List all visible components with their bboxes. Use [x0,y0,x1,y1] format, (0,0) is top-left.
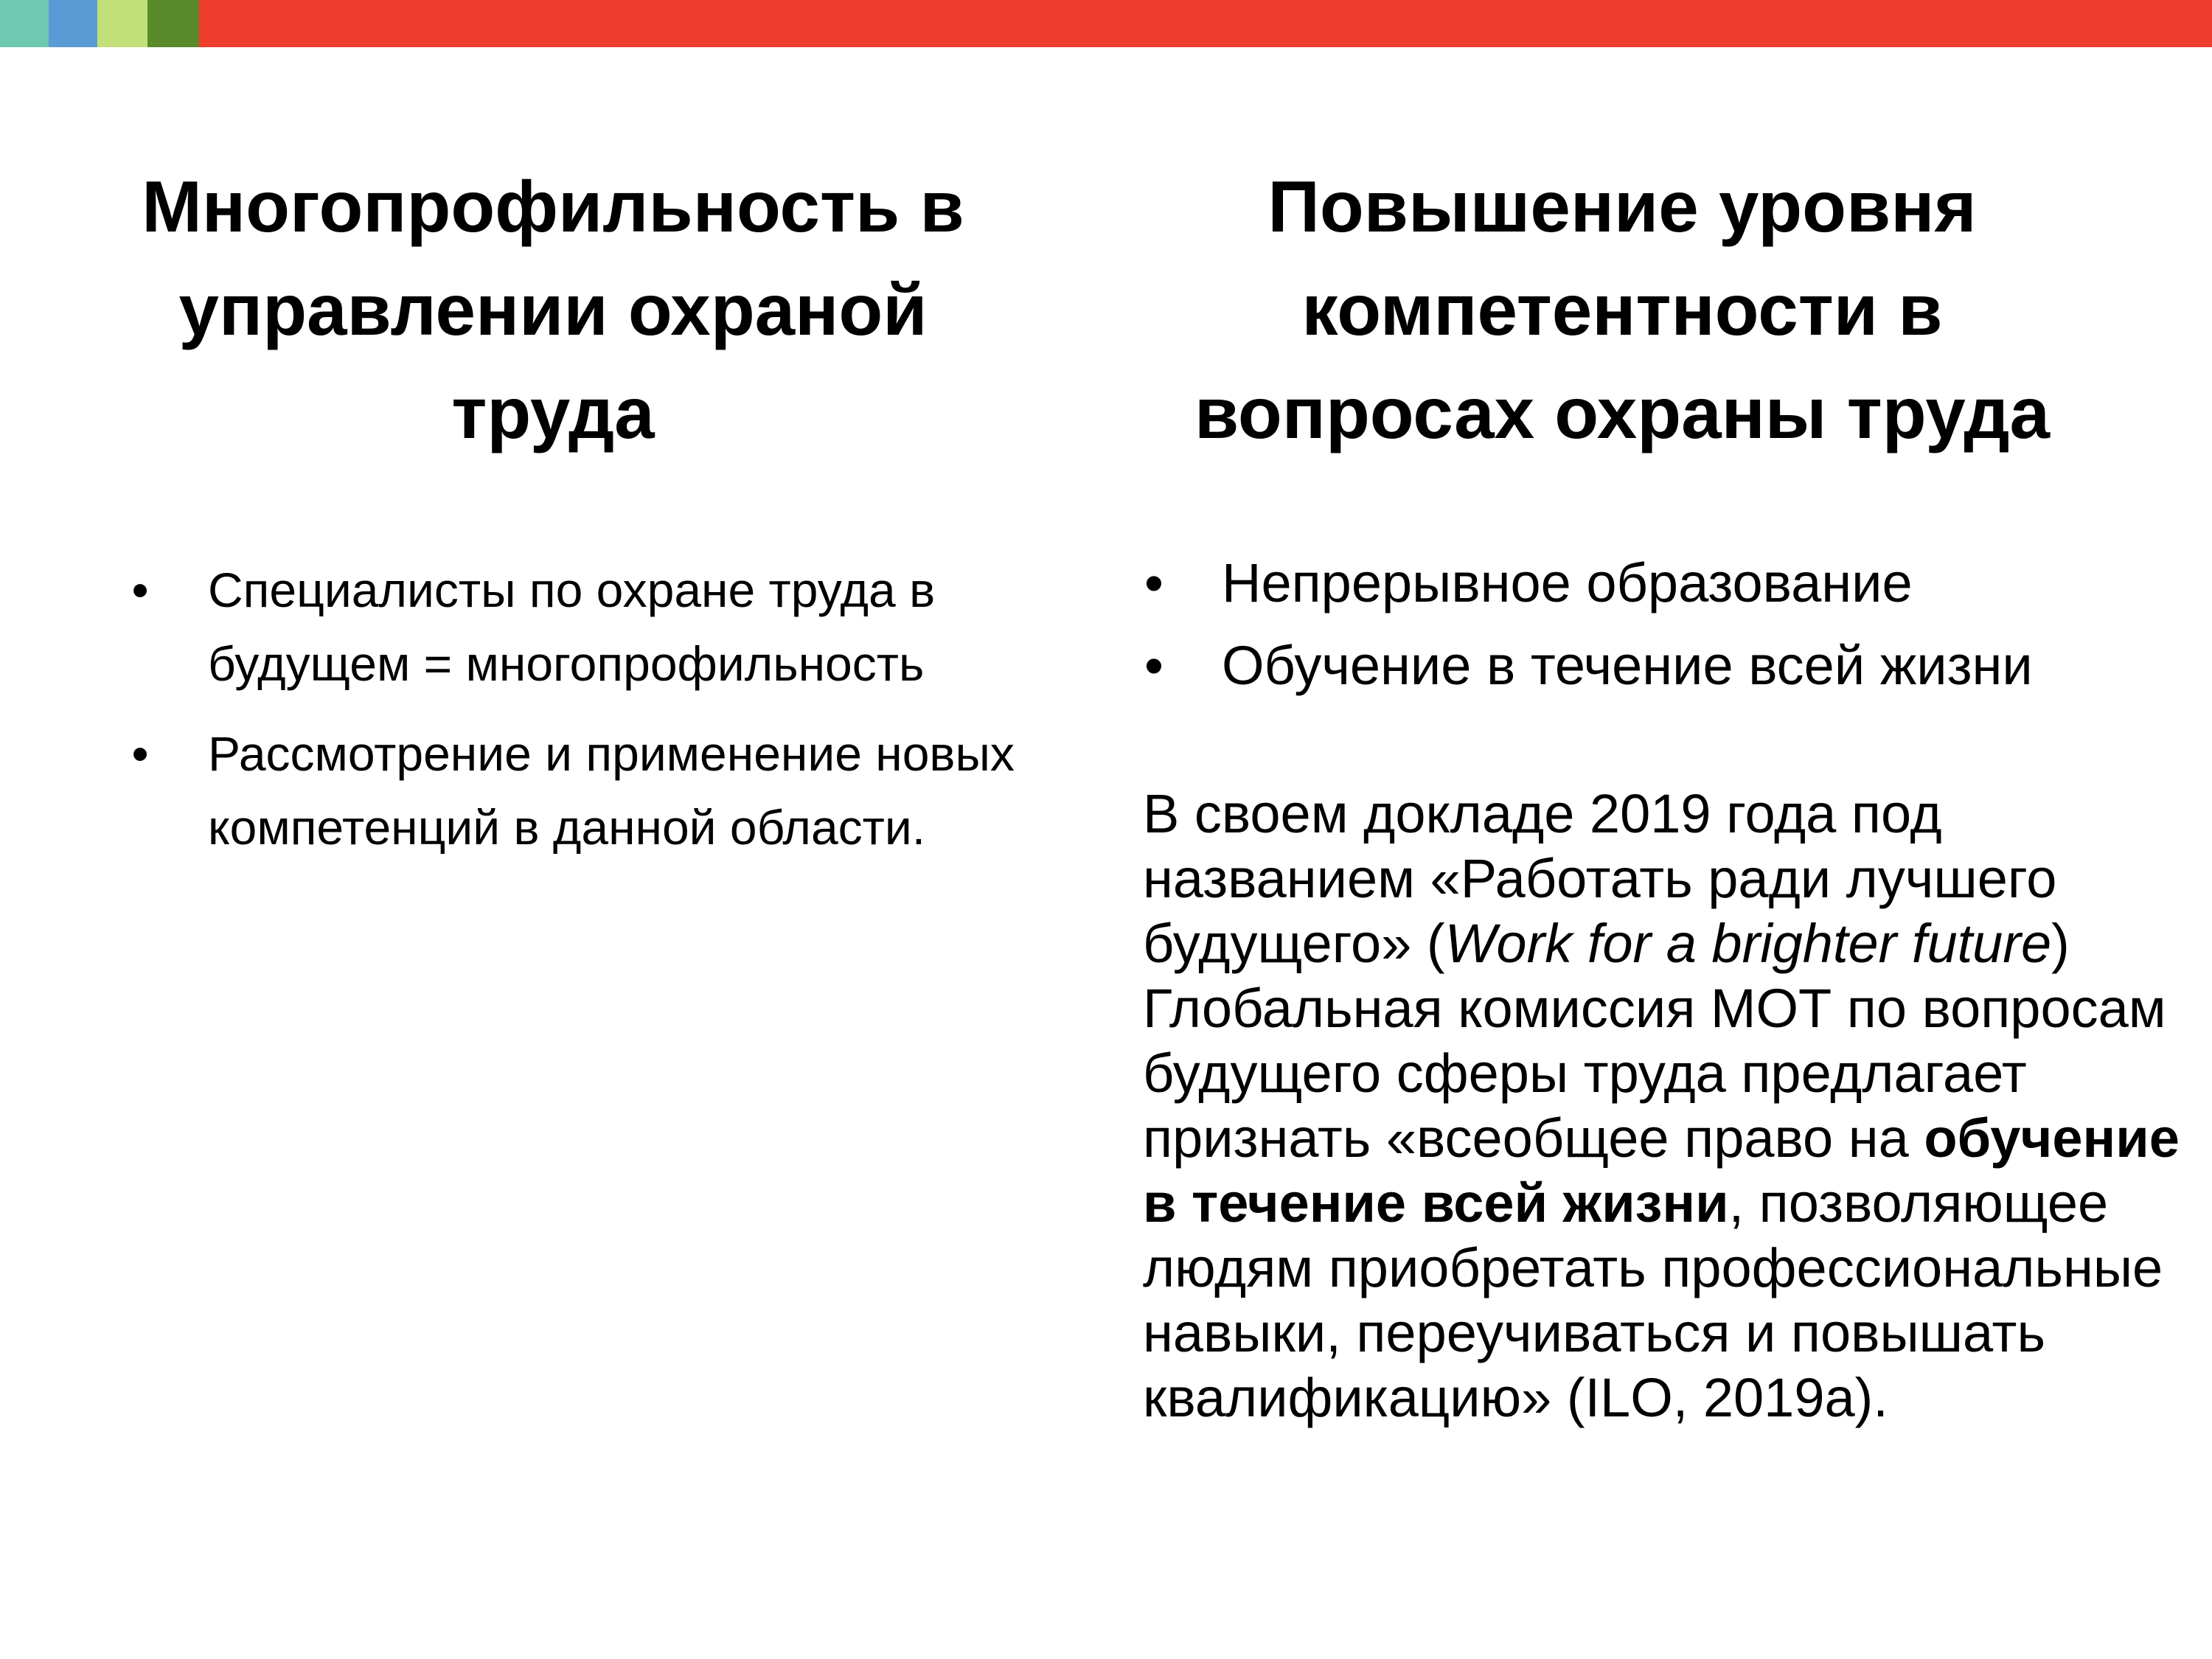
bullet-text: Обучение в течение всей жизни [1222,635,2033,696]
color-bar-teal [0,0,49,47]
right-bullet-list [1139,542,2186,707]
bullet-text: Специалисты по охране труда в будущем = многопрофильность [208,563,936,691]
paragraph-text-part1: В своем докладе 2019 года под названием «Работать ради лучшего будущего» ( [1143,783,2057,974]
color-bar-red [199,0,2212,47]
paragraph-bold-phrase: обучение в течение всей жизни [1143,1107,2180,1234]
list-item [125,553,1018,700]
left-heading: Многопрофильность в управлении охраной труда [142,166,964,453]
color-bar-olive [147,0,199,47]
right-heading: Повышение уровня компетентности в вопросах охраны труда [1194,166,2051,453]
paragraph-text-part2: ) Глобальная комиссия МОТ по вопросам будущего сферы труда предлагает признать «всеобщее право на [1143,913,2166,1169]
color-bar-lime [97,0,147,47]
bullet-text: Непрерывное образование [1222,552,1913,613]
bullet-icon: • [1144,552,1164,613]
bullet-icon: • [1144,635,1164,696]
color-bar-blue [49,0,97,47]
top-color-bar [0,0,2212,47]
left-bullet-list [125,553,1018,880]
bullet-icon: • [131,726,149,781]
bullet-text: Рассмотрение и применение новых компетенций в данной области. [208,726,1015,855]
paragraph-italic-title: Work for a brighter future [1444,913,2052,974]
paragraph-text-part3: , позволяющее людям приобретать профессиональные навыки, переучиваться и повышать квалификацию» (ILO, 2019a). [1143,1172,2163,1428]
list-item [1139,542,2186,625]
list-item [1139,625,2186,707]
ilo-report-paragraph [1143,782,2190,1430]
bullet-icon: • [131,563,149,617]
list-item [125,717,1018,864]
